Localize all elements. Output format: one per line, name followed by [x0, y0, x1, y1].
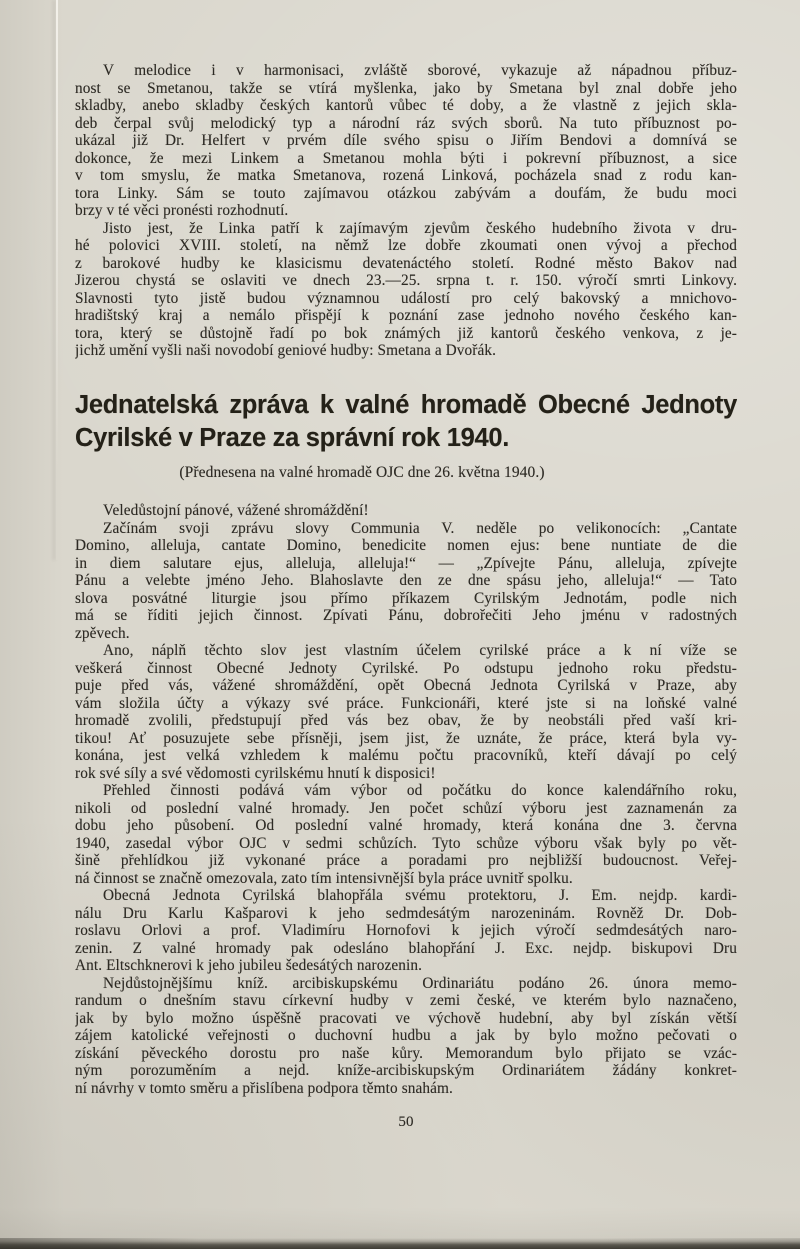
text-line: Pánu a velebte jméno Jeho. Blahoslavte den ze dne spásu jeho, alleluja!“ — Tato [75, 572, 737, 589]
text-line: Jisto jest, že Linka patří k zajímavým zjevům českého hudebního života v dru- [103, 219, 737, 237]
text-line: slova posvátné liturgie jsou přímo příkazem Cyrilským Jednotám, podle nich [75, 589, 737, 607]
text-line: dobu jeho působení. Od poslední valné hromady, která konána dne 3. června [75, 817, 737, 834]
text-line: ným porozuměním a nejd. kníže-arcibiskupským Ordinariátem žádány konkret- [75, 1062, 737, 1079]
text-line: tora Linky. Sám se touto zajímavou otázkou zabývám a doufám, že budu moci [75, 184, 737, 202]
text-line: dokonce, že mezi Linkem a Smetanou mohla býti i pokrevní příbuznost, a sice [75, 149, 737, 167]
article-title [75, 389, 737, 455]
text-line: skladby, anebo skladby českých kantorů vůbec té doby, a že vlastně z jejich skla- [75, 97, 737, 114]
text-line: Nejdůstojnějšímu kníž. arcibiskupskému Ordinariátu podáno 26. února memo- [103, 974, 737, 992]
text-line: konána, jest velká vzhledem k malému počtu pracovníků, kteří dávají po celý [75, 747, 737, 764]
text-line: Jizerou chystá se oslaviti ve dnech 23.—25. srpna t. r. 150. výročí smrti Linkovy. [75, 272, 737, 289]
text-line: hradištský kraj a nemálo přispějí k poznání zase jednoho nového českého kan- [75, 307, 737, 324]
paragraph [75, 62, 737, 220]
text-line: Ano, náplň těchto slov jest vlastním účelem cyrilské práce a k ní víže se [103, 642, 737, 659]
text-line: Přehled činnosti podává vám výbor od počátku do konce kalendářního roku, [103, 782, 737, 799]
text-line: randum o dnešním stavu církevní hudby v zemi české, ve kterém bylo naznačeno, [75, 992, 737, 1009]
text-line: Veledůstojní pánové, vážené shromáždění! [103, 502, 369, 519]
text-line: hromadě zvolili, předstupují před vás bez obav, že by neobstáli před vaší kri- [75, 712, 737, 729]
text-line: v tom smyslu, že matka Smetanova, rozená Linková, pocházela snad z rodu kan- [75, 167, 737, 184]
page-number: 50 [398, 1114, 414, 1130]
report-body-text [75, 502, 737, 1097]
article-subtitle: (Přednesena na valné hromadě OJC dne 26. května 1940.) [179, 463, 545, 481]
paragraph [75, 520, 737, 643]
text-line: vám složila účty a výkazy své práce. Funkcionáři, které jste si na loňské valné [75, 694, 737, 712]
text-line: ukázal již Dr. Helfert v prvém díle svého spisu o Jiřím Bendovi a domnívá se [75, 132, 737, 149]
scan-bottom-edge-shadow [0, 1238, 800, 1249]
text-line: Obecná Jednota Cyrilská blahopřála svému protektoru, J. Em. nejdp. kardi- [103, 887, 737, 904]
text-line: Začínám svoji zprávu slovy Communia V. neděle po velikonocích: „Cantate [103, 519, 737, 537]
page-content [75, 62, 737, 1132]
text-line: Slavnosti tyto jistě budou významnou událostí pro celý bakovský a mnichovo- [75, 289, 737, 307]
text-line: zenin. Z valné hromady pak odesláno blahopřání J. Exc. nejdp. biskupovi Dru [75, 939, 737, 957]
text-line: veškerá činnost Obecné Jednoty Cyrilské. Po odstupu jednoho roku předstu- [75, 659, 737, 677]
text-line: má se říditi jejich činnost. Zpívati Pánu, dobrořečiti Jeho jménu v radostných [75, 607, 737, 624]
text-line: jak by bylo možno úspěšně pracovati ve výchově hudební, aby byl získán větší [75, 1009, 737, 1027]
text-line: z barokové hudby ke klasicismu devatenáctého století. Rodné město Bakov nad [75, 254, 737, 272]
text-line: hé polovici XVIII. století, na němž lze dobře zkoumati onen vývoj a přechod [75, 237, 737, 254]
paper-fold-line [56, 0, 58, 560]
paragraph [75, 220, 737, 360]
text-line: roslavu Orlovi a prof. Vladimíru Hornofovi k jejich výročí sedmdesátých naro- [75, 922, 737, 939]
text-line: Ant. Eltschknerovi k jeho jubileu šedesátých narozenin. [75, 957, 423, 974]
text-line: zájem katolické veřejnosti o duchovní hudbu a jak by bylo možno pečovati o [75, 1027, 737, 1044]
paragraph [75, 502, 737, 520]
text-line: rok své síly a své vědomosti cyrilskému hnutí k disposici! [75, 764, 436, 782]
text-line: ní návrhy v tomto směru a přislíbena podpora těmto snahám. [75, 1079, 453, 1097]
text-line: in diem salutare ejus, alleluja, alleluja!“ — „Zpívejte Pánu, alleluja, zpívejte [75, 554, 737, 572]
text-line: jichž umění vyšli naši novodobí geniové hudby: Smetana a Dvořák. [75, 342, 497, 359]
text-line: tora, který se důstojně řadí po bok známých již kantorů českého venkova, z je- [75, 324, 737, 342]
text-line: nikoli od poslední valné hromady. Jen počet schůzí výboru jest zaznamenán za [75, 799, 737, 817]
text-line: V melodice i v harmonisaci, zvláště sborové, vykazuje až nápadnou příbuz- [103, 62, 737, 79]
text-line: ná činnost se značně omezovala, zato tím intensivnější byla práce uvnitř spolku. [75, 869, 573, 887]
paragraph [75, 642, 737, 782]
text-line: zpěvech. [75, 624, 130, 642]
text-line: 1940, zasedal výbor OJC v sedmi schůzích. Tyto schůze výboru však byly po vět- [75, 834, 737, 852]
text-line: Domino, alleluja, cantate Domino, benedicite nomen ejus: bene nuntiate de die [75, 537, 737, 554]
text-line: tikou! Ať posuzujete sebe přísněji, jsem jist, že uznáte, že práce, která byla vy- [75, 729, 737, 747]
text-line: Cyrilské v Praze za správní rok 1940. [75, 423, 510, 452]
text-line: získání pěveckého dorostu pro naše kůry. Memorandum bylo přijato se vzác- [75, 1044, 737, 1062]
paragraph [75, 887, 737, 975]
paragraph [75, 975, 737, 1098]
text-line: brzy v té věci pronésti rozhodnutí. [75, 202, 289, 219]
paragraph [75, 782, 737, 887]
text-line: nost se Smetanou, takže se vtírá myšlenka, jako by Smetana byl znal dobře jeho [75, 79, 737, 97]
text-line: Jednatelská zpráva k valné hromadě Obecné Jednoty [75, 390, 737, 419]
text-line: deb čerpal svůj melodický typ a národní ráz svých sborů. Na tuto příbuznost po- [75, 114, 737, 132]
article-continuation-text [75, 62, 737, 360]
text-line: puje před vás, vážené shromáždění, opět Obecná Jednota Cyrilská v Praze, aby [75, 677, 737, 694]
text-line: šině přehlídkou již vykonané práce a poradami pro nejbližší budoucnost. Veřej- [75, 852, 737, 869]
text-line: nálu Dru Karlu Kašparovi k jeho sedmdesátým narozeninám. Rovněž Dr. Dob- [75, 904, 737, 922]
